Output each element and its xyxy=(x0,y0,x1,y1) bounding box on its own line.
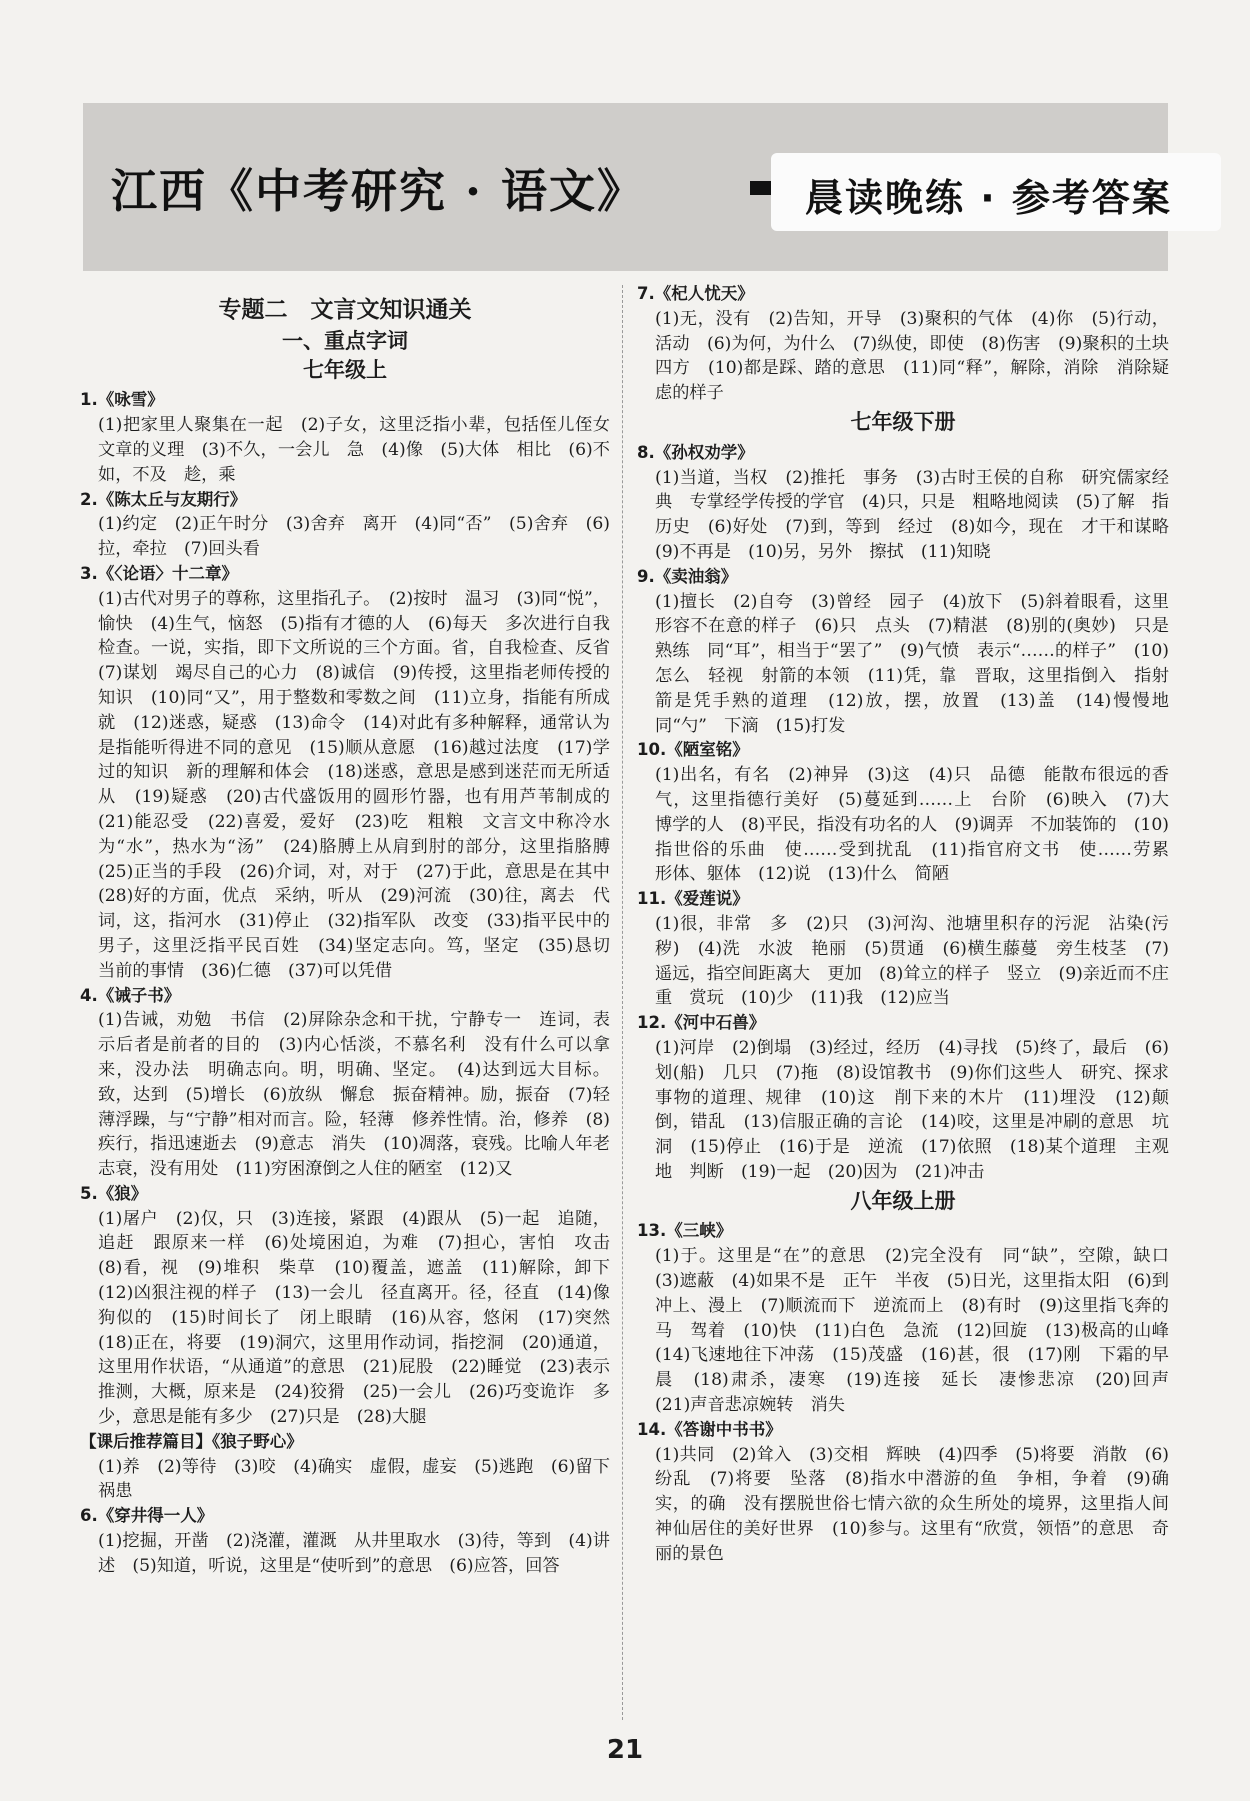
lesson-title: 4.《诫子书》 xyxy=(80,985,181,1005)
lesson-answers: (1)古代对男子的尊称，这里指孔子。 (2)按时 温习 (3)同“悦”，愉快 (4)生气，恼怒 (5)指有才德的人 (6)每天 多次进行自我检查。一说，实指，即下文所说的三个方面。省，自我检查、反省 (7)谋划 竭尽自己的心力 (8)诚信 (9)传授，这里指老师传授的知识 (10)同“又”，用于整数和零数之间 (11)立身，指能有所成就 (12)迷惑，疑惑 (13)命令 (14)对此有多种解释，通常认为是指能听得进不同的意见 (15)顺从意愿 (16)越过法度 (17)学过的知识 新的理解和体会 (18)迷惑，意思是感到迷茫而无所适从 (19)疑惑 (20)古代盛饭用的圆形竹器，也有用芦苇制成的 (21)能忍受 (22)喜爱，爱好 (23)吃 粗粮 文言文中称冷水为“水”，热水为“汤” (24)胳膊上从肩到肘的部分，这里指胳膊 (25)正当的手段 (26)介词，对，对于 (27)于此，意思是在其中 (28)好的方面，优点 采纳，听从 (29)河流 (30)往，离去 代词，这，指河水 (31)停止 (32)指军队 改变 (33)指平民中的男子，这里泛指平民百姓 (34)坚定志向。笃，坚定 (35)恳切 当前的事情 (36)仁德 (37)可以凭借 xyxy=(98,588,628,981)
lesson-block xyxy=(637,1418,1187,1567)
lesson-title: 6.《穿井得一人》 xyxy=(80,1506,214,1526)
answer-label-box xyxy=(771,153,1221,231)
lesson-answers: (1)擅长 (2)自夸 (3)曾经 园子 (4)放下 (5)斜着眼看，这里形容不在意的样子 (6)只 点头 (7)精湛 (8)别的(奥妙) 只是 熟练 同“耳”，相当于“罢了” (9)气愤 表示“……的样子” (10)怎么 轻视 射箭的本领 (11)凭，靠 晋取，这里指倒入 指射箭是凭手熟的道理 (12)放，摆，放置 (13)盖 (14)慢慢地 同“勺” 下滴 (15)打发 xyxy=(655,591,1187,736)
lesson-answers: (1)挖掘，开凿 (2)浇灌，灌溉 从井里取水 (3)待，等到 (4)讲述 (5)知道，听说，这里是“使听到”的意思 (6)应答，回答 xyxy=(98,1531,610,1576)
lesson-answers: (1)当道，当权 (2)推托 事务 (3)古时王侯的自称 研究儒家经典 专掌经学传授的学官 (4)只，只是 粗略地阅读 (5)了解 指历史 (6)好处 (7)到，等到 经过 (8)如今，现在 才干和谋略 (9)不再是 (10)另，另外 擦拭 (11)知晓 xyxy=(655,467,1187,562)
lesson-title: 12.《河中石兽》 xyxy=(637,1013,766,1033)
lesson-answers: (1)把家里人聚集在一起 (2)子女，这里泛指小辈，包括侄儿侄女 文章的义理 (3)不久，一会儿 急 (4)像 (5)大体 相比 (6)不如，不及 趁，乘 xyxy=(98,415,628,485)
lesson-block xyxy=(80,488,610,562)
lesson-block xyxy=(80,984,610,1182)
lesson-block xyxy=(637,887,1169,1011)
lesson-title: 1.《咏雪》 xyxy=(80,390,164,410)
lesson-block xyxy=(80,1430,628,1504)
left-column xyxy=(80,286,628,1579)
lesson-answers: (1)养 (2)等待 (3)咬 (4)确实 虚假，虚妄 (5)逃跑 (6)留下 祸患 xyxy=(98,1456,628,1502)
lesson-title: 14.《答谢中书书》 xyxy=(637,1419,782,1439)
topic-heading: 专题二 文言文知识通关 xyxy=(218,297,472,323)
lesson-title: 8.《孙权劝学》 xyxy=(637,442,754,462)
lesson-title: 【课后推荐篇目】《狼子野心》 xyxy=(80,1431,303,1451)
section-heading: 一、重点字词 xyxy=(282,328,408,353)
lesson-answers: (1)于。这里是“在”的意思 (2)完全没有 同“缺”，空隙，缺口 (3)遮蔽 (4)如果不是 正午 半夜 (5)日光，这里指太阳 (6)到 冲上、漫上 (7)顺流而下 逆流而上 (8)有时 (9)这里指飞奔的马 驾着 (10)快 (11)白色 急流 (12)回旋 (13)极高的山峰 (14)飞速地往下冲荡 (15)茂盛 (16)甚，很 (17)刚 下霜的早晨 (18)肃杀，凄寒 (19)连接 延长 凄惨悲凉 (20)回声 (21)声音悲凉婉转 消失 xyxy=(655,1246,1187,1416)
lesson-answers: (1)无，没有 (2)告知，开导 (3)聚积的气体 (4)你 (5)行动，活动 (6)为何，为什么 (7)纵使，即使 (8)伤害 (9)聚积的土块 四方 (10)都是踩、踏的意思 (11)同“释”，解除，消除 消除疑虑的样子 xyxy=(655,308,1187,404)
lesson-block xyxy=(80,1504,610,1578)
lesson-block xyxy=(80,1182,628,1430)
lesson-title: 10.《陋室铭》 xyxy=(637,740,749,760)
lesson-block xyxy=(80,388,628,487)
lesson-block xyxy=(637,1011,1187,1185)
lesson-answers: (1)约定 (2)正午时分 (3)舍弃 离开 (4)同“否” (5)舍弃 (6)拉，牵拉 (7)回头看 xyxy=(98,514,610,560)
header-banner xyxy=(83,103,1172,271)
lesson-block xyxy=(637,738,1187,887)
grade-heading: 七年级上 xyxy=(303,357,387,382)
lesson-title: 11.《爱莲说》 xyxy=(637,889,749,909)
column-divider xyxy=(622,285,623,1720)
lesson-block xyxy=(80,562,628,984)
lesson-block xyxy=(637,565,1187,739)
lesson-answers: (1)屠户 (2)仅，只 (3)连接，紧跟 (4)跟从 (5)一起 追随，追赶 跟原来一样 (6)处境困迫，为难 (7)担心，害怕 攻击 (8)看，视 (9)堆积 柴草 (10)覆盖，遮盖 (11)解除，卸下 (12)凶狠注视的样子 (13)一会儿 径直离开。径，径直 (14)像狗似的 (15)时间长了 闭上眼睛 (16)从容，悠闲 (17)突然 (18)正在，将要 (19)洞穴，这里用作动词，指挖洞 (20)通道，这里用作状语，“从通道”的意思 (21)屁股 (22)睡觉 (23)表示推测，大概，原来是 (24)狡猾 (25)一会儿 (26)巧变诡诈 多少，意思是能有多少 (27)只是 (28)大腿 xyxy=(98,1208,628,1428)
lesson-block xyxy=(637,282,1187,406)
grade-heading: 七年级下册 xyxy=(850,409,956,434)
lesson-answers: (1)很，非常 多 (2)只 (3)河沟、池塘里积存的污泥 沾染(污秽) (4)洗 水波 艳丽 (5)贯通 (6)横生藤蔓 旁生枝茎 (7)遥远，指空间距离大 更加 (8)耸立的样子 竖立 (9)亲近而不庄重 赏玩 (10)少 (11)我 (12)应当 xyxy=(655,913,1169,1009)
lesson-block xyxy=(637,1219,1187,1417)
lesson-block xyxy=(637,441,1187,565)
lesson-answers: (1)出名，有名 (2)神异 (3)这 (4)只 品德 能散布很远的香气，这里指德行美好 (5)蔓延到……上 台阶 (6)映入 (7)大 博学的人 (8)平民，指没有功名的人 (9)调弄 不加装饰的 (10)指世俗的乐曲 使……受到扰乱 (11)指官府文书 使……劳累 形体、躯体 (12)说 (13)什么 简陋 xyxy=(655,765,1187,885)
lesson-answers: (1)共同 (2)耸入 (3)交相 辉映 (4)四季 (5)将要 消散 (6)纷乱 (7)将要 坠落 (8)指水中潜游的鱼 争相，争着 (9)确实，的确 没有摆脱世俗七情六欲的众生所处的境界，这里指人间 神仙居住的美好世界 (10)参与。这里有“欣赏，领悟”的意思 奇丽的景色 xyxy=(655,1444,1187,1564)
lesson-title: 3.《〈论语〉十二章》 xyxy=(80,563,238,583)
lesson-answers: (1)告诫，劝勉 书信 (2)屏除杂念和干扰，宁静专一 连词，表示后者是前者的目的 (3)内心恬淡，不慕名利 没有什么可以拿来，没办法 明确志向。明，明确、坚定。 (4)达到远大目标。致，达到 (5)增长 (6)放纵 懈怠 振奋精神。励，振奋 (7)轻薄浮躁，与“宁静”相对而言。险，轻薄 修养性情。治，修养 (8)疾行，指迅速逝去 (9)意志 消失 (10)凋落，衰残。比喻人年老志衰，没有用处 (11)穷困潦倒之人住的陋室 (12)又 xyxy=(98,1010,610,1180)
lesson-title: 2.《陈太丘与友期行》 xyxy=(80,489,247,509)
lesson-title: 7.《杞人忧天》 xyxy=(637,284,754,303)
lesson-title: 9.《卖油翁》 xyxy=(637,566,738,586)
grade-heading: 八年级上册 xyxy=(850,1188,956,1213)
lesson-title: 13.《三峡》 xyxy=(637,1221,733,1241)
lesson-answers: (1)河岸 (2)倒塌 (3)经过，经历 (4)寻找 (5)终了，最后 (6)划(船) 几只 (7)拖 (8)设馆教书 (9)你们这些人 研究、探求 事物的道理、规律 (10)这 削下来的木片 (11)埋没 (12)颠倒，错乱 (13)信服正确的言论 (14)咬，这里是冲刷的意思 坑洞 (15)停止 (16)于是 逆流 (17)依照 (18)某个道理 主观地 判断 (19)一起 (20)因为 (21)冲击 xyxy=(655,1037,1187,1182)
right-column xyxy=(637,282,1187,1567)
book-title: 江西《中考研究 · 语文》 xyxy=(111,164,646,218)
answer-label: 晨读晚练 · 参考答案 xyxy=(805,176,1172,220)
lesson-title: 5.《狼》 xyxy=(80,1183,148,1203)
page-number: 21 xyxy=(606,1735,644,1765)
